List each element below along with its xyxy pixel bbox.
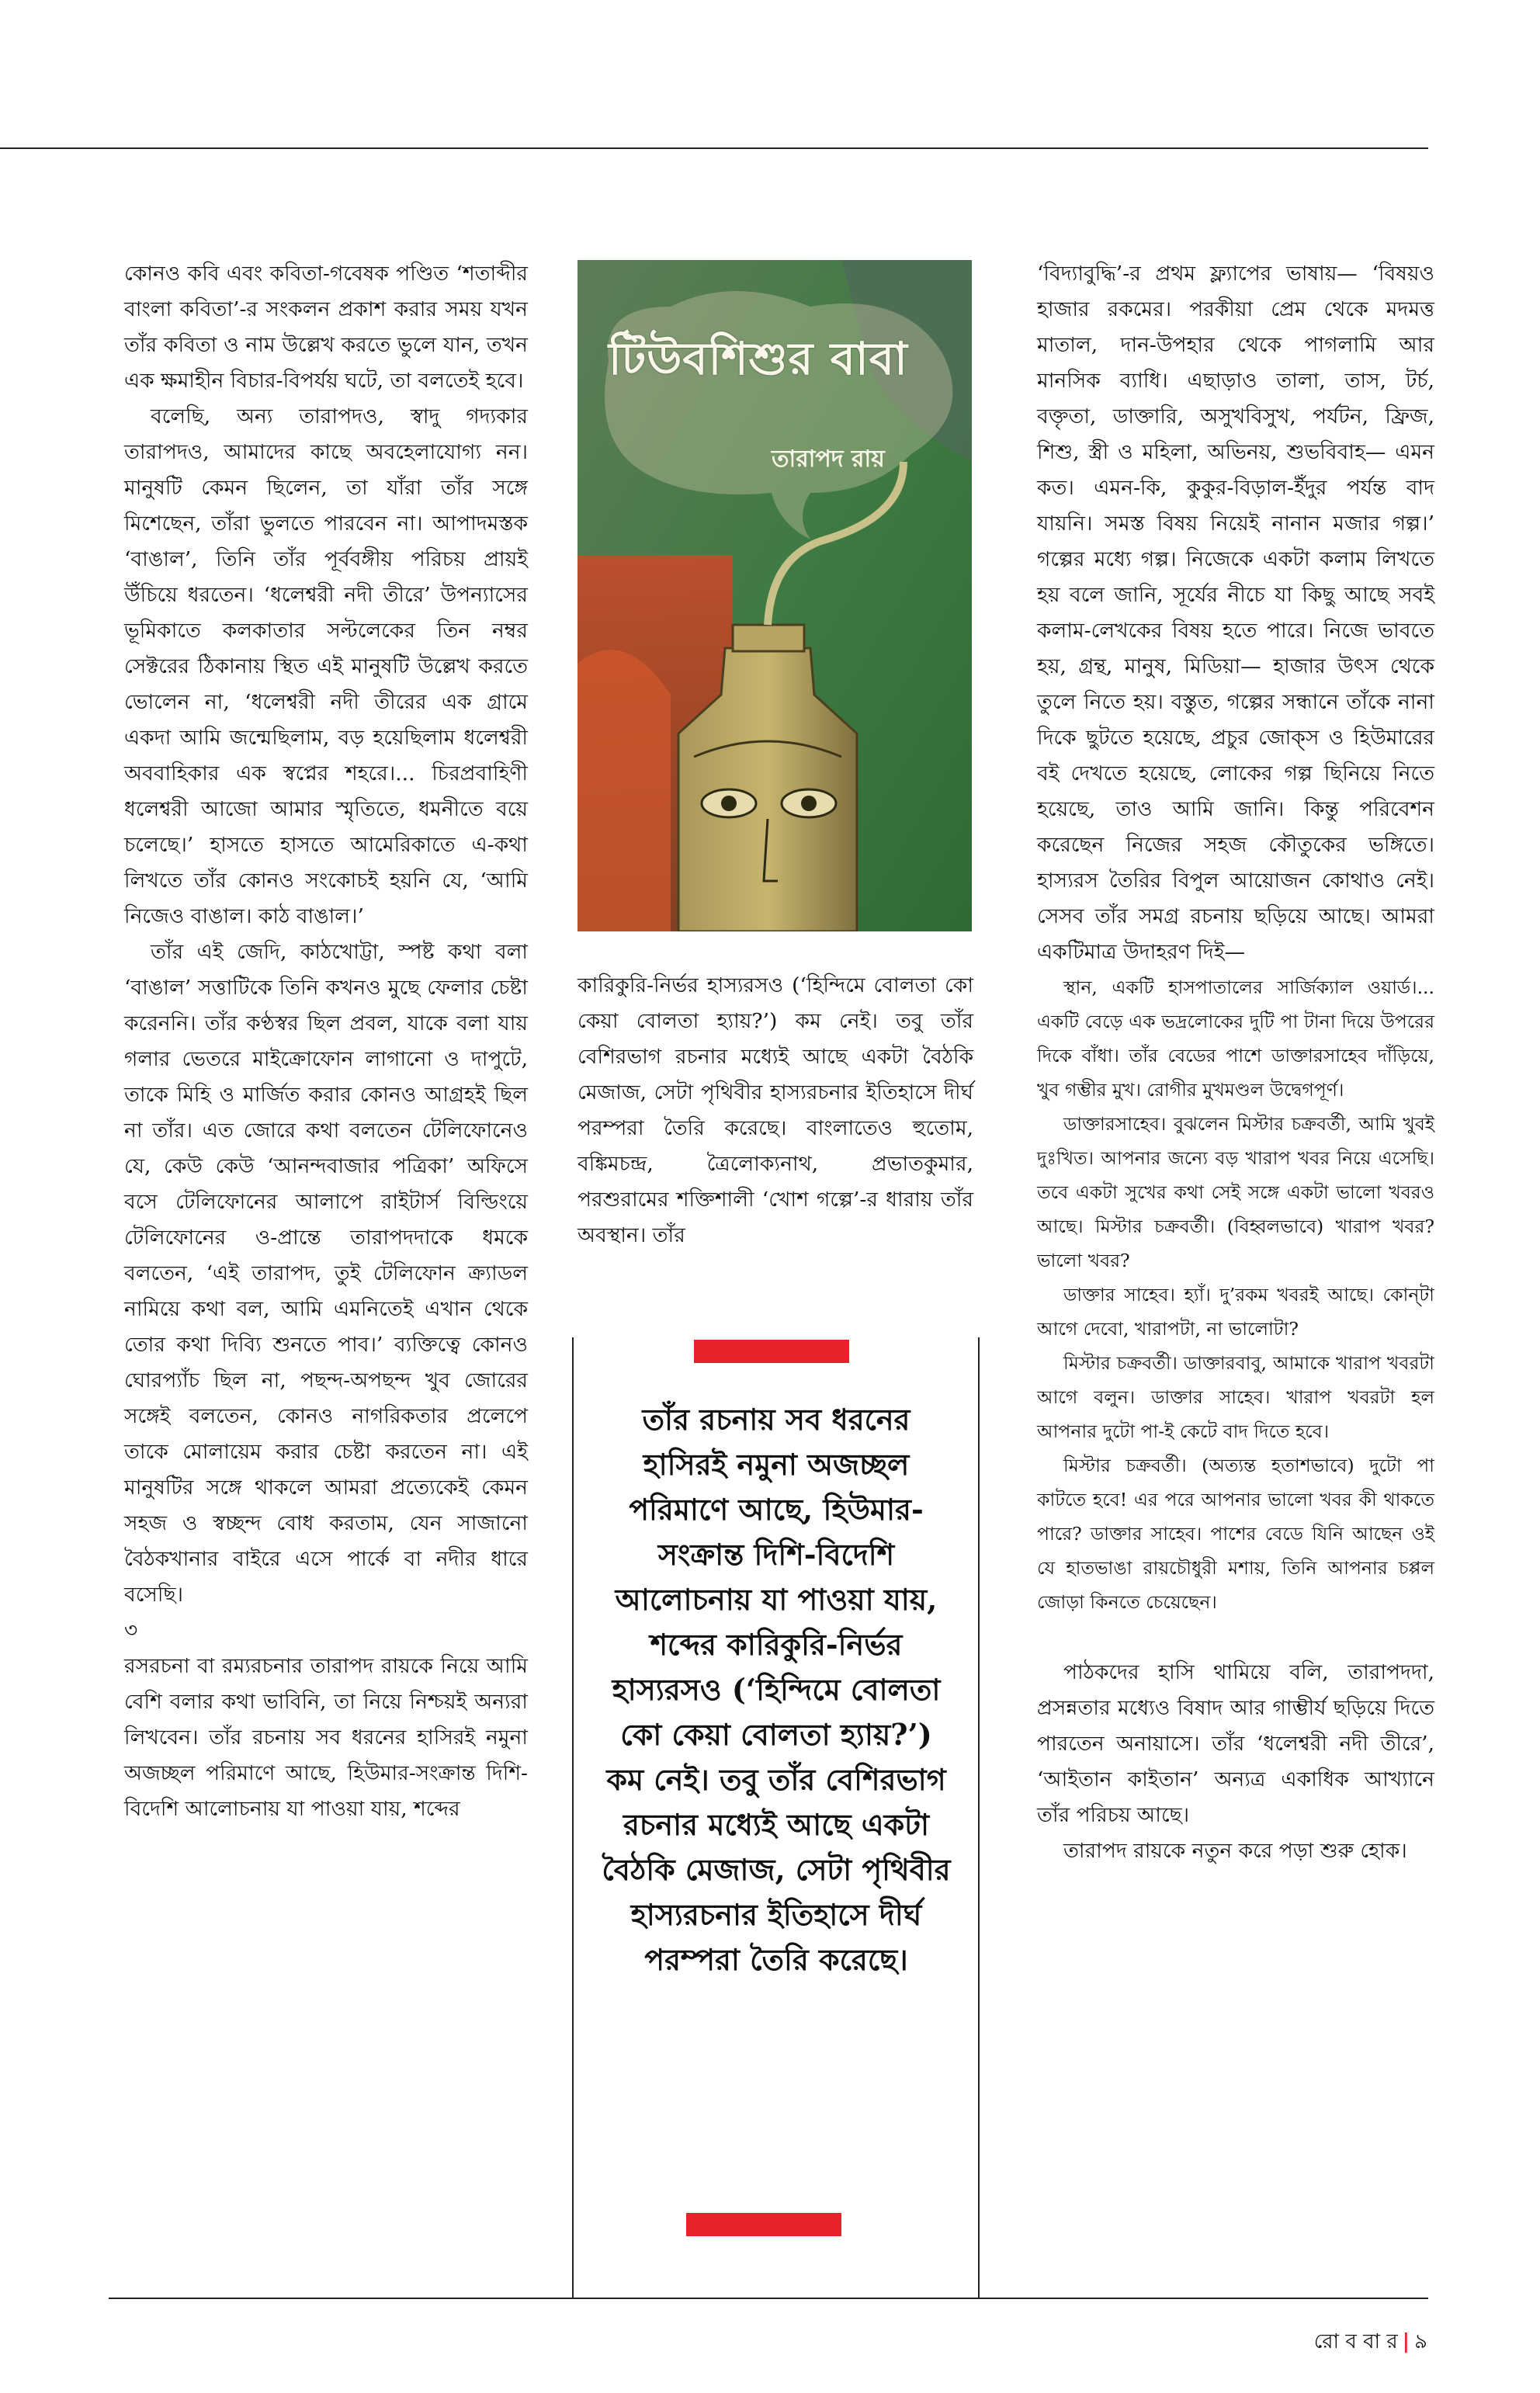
dialog-excerpt xyxy=(1037,970,1434,1619)
book-author: তারাপদ রায় xyxy=(772,446,885,473)
book-cover-image xyxy=(578,260,972,931)
paragraph: তাঁর এই জেদি, কাঠখোট্টা, স্পষ্ট কথা বলা ‘বাঙাল’ সত্তাটিকে তিনি কখনও মুছে ফেলার চেষ্টা করেননি। তাঁর কণ্ঠস্বর ছিল প্রবল, যাকে বলা যায় গলার ভেতরে মাইক্রোফোন লাগানো ও দাপুটে, তাকে মিহি ও মার্জিত করার কোনও আগ্রহই ছিল না তাঁর। এত জোরে কথা বলতেন টেলিফোনেও যে, কেউ কেউ ‘আনন্দবাজার পত্রিকা’ অফিসে বসে টেলিফোনের আলাপে রাইটার্স বিল্ডিংয়ে টেলিফোনের ও-প্রান্তে তারাপদদাকে ধমকে বলতেন, ‘এই তারাপদ, তুই টেলিফোন ক্র্যাডল নামিয়ে কথা বল, আমি এমনিতেই এখান থেকে তোর কথা দিব্যি শুনতে পাব।’ ব্যক্তিত্বে কোনও ঘোরপ্যাঁচ ছিল না, পছন্দ-অপছন্দ খুব জোরের সঙ্গেই বলতেন, কোনও নাগরিকতার প্রলেপে তাকে মোলায়েম করার চেষ্টা করতেন না। এই মানুষটির সঙ্গে থাকলে আমরা প্রত্যেকেই কেমন সহজ ও স্বচ্ছন্দ বোধ করতাম, যেন সাজানো বৈঠকখানার বাইরে এসে পার্কে বা নদীর ধারে বসেছি। xyxy=(124,940,528,1607)
paragraph: বলেছি, অন্য তারাপদও, স্বাদু গদ্যকার তারাপদও, আমাদের কাছে অবহেলাযোগ্য নন। মানুষটি কেমন ছিলেন, তা যাঁরা তাঁর সঙ্গে মিশেছেন, তাঁরা ভুলতে পারবেন না। আপাদমস্তক ‘বাঙাল’, তিনি তাঁর পূর্ববঙ্গীয় পরিচয় প্রায়ই উঁচিয়ে ধরতেন। ‘ধলেশ্বরী নদী তীরে’ উপন্যাসের ভূমিকাতে কলকাতার সল্টলেকের তিন নম্বর সেক্টরের ঠিকানায় স্থিত এই মানুষটি উল্লেখ করতে ভোলেন না, ‘ধলেশ্বরী নদী তীরের এক গ্রামে একদা আমি জন্মেছিলাম, বড় হয়েছিলাম ধলেশ্বরী অববাহিকার এক স্বপ্নের শহরে।... চিরপ্রবাহিণী ধলেশ্বরী আজো আমার স্মৃতিতে, ধমনীতে বয়ে চলেছে।’ হাসতে হাসতে আমেরিকাতে এ-কথা লিখতে তাঁর কোনও সংকোচই হয়নি যে, ‘আমি নিজেও বাঙাল। কাঠ বাঙাল।’ xyxy=(124,404,528,928)
dialog-line: ডাক্তারসাহেব। বুঝলেন মিস্টার চক্রবর্তী, আমি খুবই দুঃখিত। আপনার জন্যে বড় খারাপ খবর নিয়ে এসেছি। তবে একটা সুখের কথা সেই সঙ্গে একটা ভালো খবরও আছে। মিস্টার চক্রবর্তী। (বিহ্বলভাবে) খারাপ খবর? ভালো খবর? xyxy=(1037,1113,1434,1271)
paragraph: ‘বিদ্যাবুদ্ধি’-র প্রথম ফ্ল্যাপের ভাষায়— ‘বিষয়ও হাজার রকমের। পরকীয়া প্রেম থেকে মদমত্ত মাতাল, দান-উপহার থেকে পাগলামি আর মানসিক ব্যাধি। এছাড়াও তালা, তাস, টর্চ, বক্তৃতা, ডাক্তারি, অসুখবিসুখ, পর্যটন, ফ্রিজ, শিশু, স্ত্রী ও মহিলা, অভিনয়, শুভবিবাহ— এমন কত। এমন-কি, কুকুর-বিড়াল-ইঁদুর পর্যন্ত বাদ যায়নি। সমস্ত বিষয় নিয়েই নানান মজার গল্প।’ গল্পের মধ্যে গল্প। নিজেকে একটা কলাম লিখতে হয় বলে জানি, সূর্যের নীচে যা কিছু আছে সবই কলাম-লেখকের বিষয় হতে পারে। নিজে ভাবতে হয়, গ্রন্থ, মানুষ, মিডিয়া— হাজার উৎস থেকে তুলে নিতে হয়। বস্তুত, গল্পের সন্ধানে তাঁকে নানা দিকে ছুটতে হয়েছে, প্রচুর জোক্‌স ও হিউমারের বই দেখতে হয়েছে, লোকের গল্প ছিনিয়ে নিতে হয়েছে, তাও আমি জানি। কিন্তু পরিবেশন করেছেন নিজের সহজ কৌতুকের ভঙ্গিতে। হাস্যরস তৈরির বিপুল আয়োজন কোথাও নেই। সেসব তাঁর সমগ্র রচনায় ছড়িয়ে আছে। আমরা একটিমাত্র উদাহরণ দিই— xyxy=(1037,262,1434,964)
footer-divider: | xyxy=(1402,2330,1410,2353)
dialog-line: মিস্টার চক্রবর্তী। (অত্যন্ত হতাশভাবে) দুটো পা কাটতে হবে! এর পরে আপনার ভালো খবর কী থাকতে পারে? ডাক্তার সাহেব। পাশের বেডে যিনি আছেন ওই যে হাতভাঙা রায়চৌধুরী মশায়, তিনি আপনার চপ্পল জোড়া কিনতে চেয়েছেন। xyxy=(1037,1455,1434,1613)
section-number: ৩ xyxy=(124,1618,138,1642)
bottom-rule xyxy=(109,2298,1428,2299)
middle-column xyxy=(578,968,973,1254)
pull-quote-border-left xyxy=(572,1337,574,2298)
page-number: ৯ xyxy=(1414,2330,1427,2353)
pull-quote-accent-top xyxy=(694,1340,849,1363)
paragraph: কোনও কবি এবং কবিতা-গবেষক পণ্ডিত ‘শতাব্দীর বাংলা কবিতা’-র সংকলন প্রকাশ করার সময় যখন তাঁর কবিতা ও নাম উল্লেখ করতে ভুলে যান, তখন এক ক্ষমাহীন বিচার-বিপর্যয় ঘটে, তা বলতেই হবে। xyxy=(124,262,528,393)
dialog-line: স্থান, একটি হাসপাতালের সার্জিক্যাল ওয়ার্ড।... একটি বেড়ে এক ভদ্রলোকের দুটি পা টানা দিয়ে উপরের দিকে বাঁধা। তাঁর বেডের পাশে ডাক্তারসাহেব দাঁড়িয়ে, খুব গম্ভীর মুখ। রোগীর মুখমণ্ডল উদ্বেগপূর্ণ। xyxy=(1037,976,1434,1101)
magazine-name: রো ব বা র xyxy=(1313,2330,1398,2353)
top-rule xyxy=(0,147,1428,149)
right-column xyxy=(1037,256,1434,1869)
pull-quote-accent-bottom xyxy=(686,2213,841,2236)
page-footer xyxy=(1314,2325,1427,2360)
paragraph: রসরচনা বা রম্যরচনার তারাপদ রায়কে নিয়ে আমি বেশি বলার কথা ভাবিনি, তা নিয়ে নিশ্চয়ই অন্যরা লিখবেন। তাঁর রচনায় সব ধরনের হাসিরই নমুনা অজচ্ছল পরিমাণে আছে, হিউমার-সংক্রান্ত দিশি-বিদেশি আলোচনায় যা পাওয়া যায়, শব্দের xyxy=(124,1654,528,1821)
paragraph: তারাপদ রায়কে নতুন করে পড়া শুরু হোক। xyxy=(1063,1839,1407,1863)
paragraph: কারিকুরি-নির্ভর হাস্যরসও (‘হিন্দিমে বোলতা কো কেয়া বোলতা হ্যায়?’) কম নেই। তবু তাঁর বেশিরভাগ রচনার মধ্যেই আছে একটা বৈঠকি মেজাজ, সেটা পৃথিবীর হাস্যরচনার ইতিহাসে দীর্ঘ পরম্পরা তৈরি করেছে। বাংলাতেও হুতোম, বঙ্কিমচন্দ্র, ত্রৈলোক্যনাথ, প্রভাতকুমার, পরশুরামের শক্তিশালী ‘খোশ গল্পে’-র ধারায় তাঁর অবস্থান। তাঁর xyxy=(578,973,973,1247)
pull-quote-border-right xyxy=(978,1337,980,2298)
paragraph: পাঠকদের হাসি থামিয়ে বলি, তারাপদদা, প্রসন্নতার মধ্যেও বিষাদ আর গাম্ভীর্য ছড়িয়ে দিতে পারতেন অনায়াসে। তাঁর ‘ধলেশ্বরী নদী তীরে’, ‘আইতান কাইতান’ অন্যত্র একাধিক আখ্যানে তাঁর পরিচয় আছে। xyxy=(1037,1660,1434,1827)
dialog-line: মিস্টার চক্রবর্তী। ডাক্তারবাবু, আমাকে খারাপ খবরটা আগে বলুন। ডাক্তার সাহেব। খারাপ খবরটা হল আপনার দুটো পা-ই কেটে বাদ দিতে হবে। xyxy=(1037,1352,1434,1442)
pull-quote: তাঁর রচনায় সব ধরনের হাসিরই নমুনা অজচ্ছল পরিমাণে আছে, হিউমার-সংক্রান্ত দিশি-বিদেশি আলোচনায় যা পাওয়া যায়, শব্দের কারিকুরি-নির্ভর হাস্যরসও (‘হিন্দিমে বোলতা কো কেয়া বোলতা হ্যায়?’) কম নেই। তবু তাঁর বেশিরভাগ রচনার মধ্যেই আছে একটা বৈঠকি মেজাজ, সেটা পৃথিবীর হাস্যরচনার ইতিহাসে দীর্ঘ পরম্পরা তৈরি করেছে। xyxy=(602,1402,951,1977)
dialog-line: ডাক্তার সাহেব। হ্যাঁ। দু’রকম খবরই আছে। কোন্‌টা আগে দেবো, খারাপটা, না ভালোটা? xyxy=(1037,1284,1434,1340)
book-title: টিউবশিশুর বাবা xyxy=(609,332,908,385)
left-column xyxy=(124,256,528,1827)
